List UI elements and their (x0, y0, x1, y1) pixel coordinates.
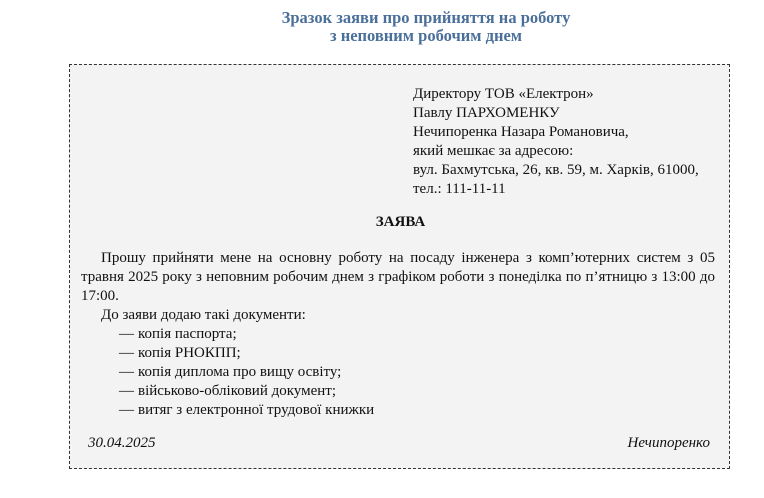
attachments-list (81, 325, 715, 420)
page-title-line-2: з неповним робочим днем (329, 26, 523, 45)
list-item (119, 382, 715, 401)
signature-date: 30.04.2025 (88, 435, 156, 451)
dash-marker: — (119, 326, 134, 342)
addressee-line: Директору ТОВ «Електрон» (413, 86, 594, 102)
addressee-line: вул. Бахмутська, 26, кв. 59, м. Харків, 61000, (413, 162, 699, 178)
dash-marker: — (119, 402, 134, 418)
addressee-line: Нечипоренка Назара Романовича, (413, 124, 629, 140)
addressee-block (413, 85, 699, 199)
list-item-text: копія РНОКПП; (138, 345, 241, 361)
attachments-intro: До заяви додаю такі документи: (101, 307, 306, 323)
list-item (119, 363, 715, 382)
list-item-text: військово-обліковий документ; (138, 383, 337, 399)
list-item (119, 401, 715, 420)
addressee-line: який мешкає за адресою: (413, 143, 574, 159)
dash-marker: — (119, 383, 134, 399)
list-item-text: витяг з електронної трудової книжки (138, 402, 375, 418)
list-item-text: копія паспорта; (138, 326, 237, 342)
document-heading: ЗАЯВА (375, 214, 426, 230)
dash-marker: — (119, 364, 134, 380)
list-item (119, 344, 715, 363)
request-paragraph: Прошу прийняти мене на основну роботу на посаду інженера з комп’ютерних систем з 05 травня 2025 року з неповним робочим днем з графіком роботи з понеділка по п’ятницю з 13:00 до 17:00. (81, 250, 715, 304)
dash-marker: — (119, 345, 134, 361)
signature-name: Нечипоренко (627, 435, 710, 451)
list-item-text: копія диплома про вищу освіту; (138, 364, 342, 380)
list-item (119, 325, 715, 344)
application-sample (69, 64, 730, 469)
page-title-line-1: Зразок заяви про прийняття на роботу (281, 8, 571, 27)
addressee-line: Павлу ПАРХОМЕНКУ (413, 105, 560, 121)
page-title (0, 9, 764, 45)
document-body (81, 249, 715, 420)
addressee-line: тел.: 111-11-11 (413, 181, 506, 197)
